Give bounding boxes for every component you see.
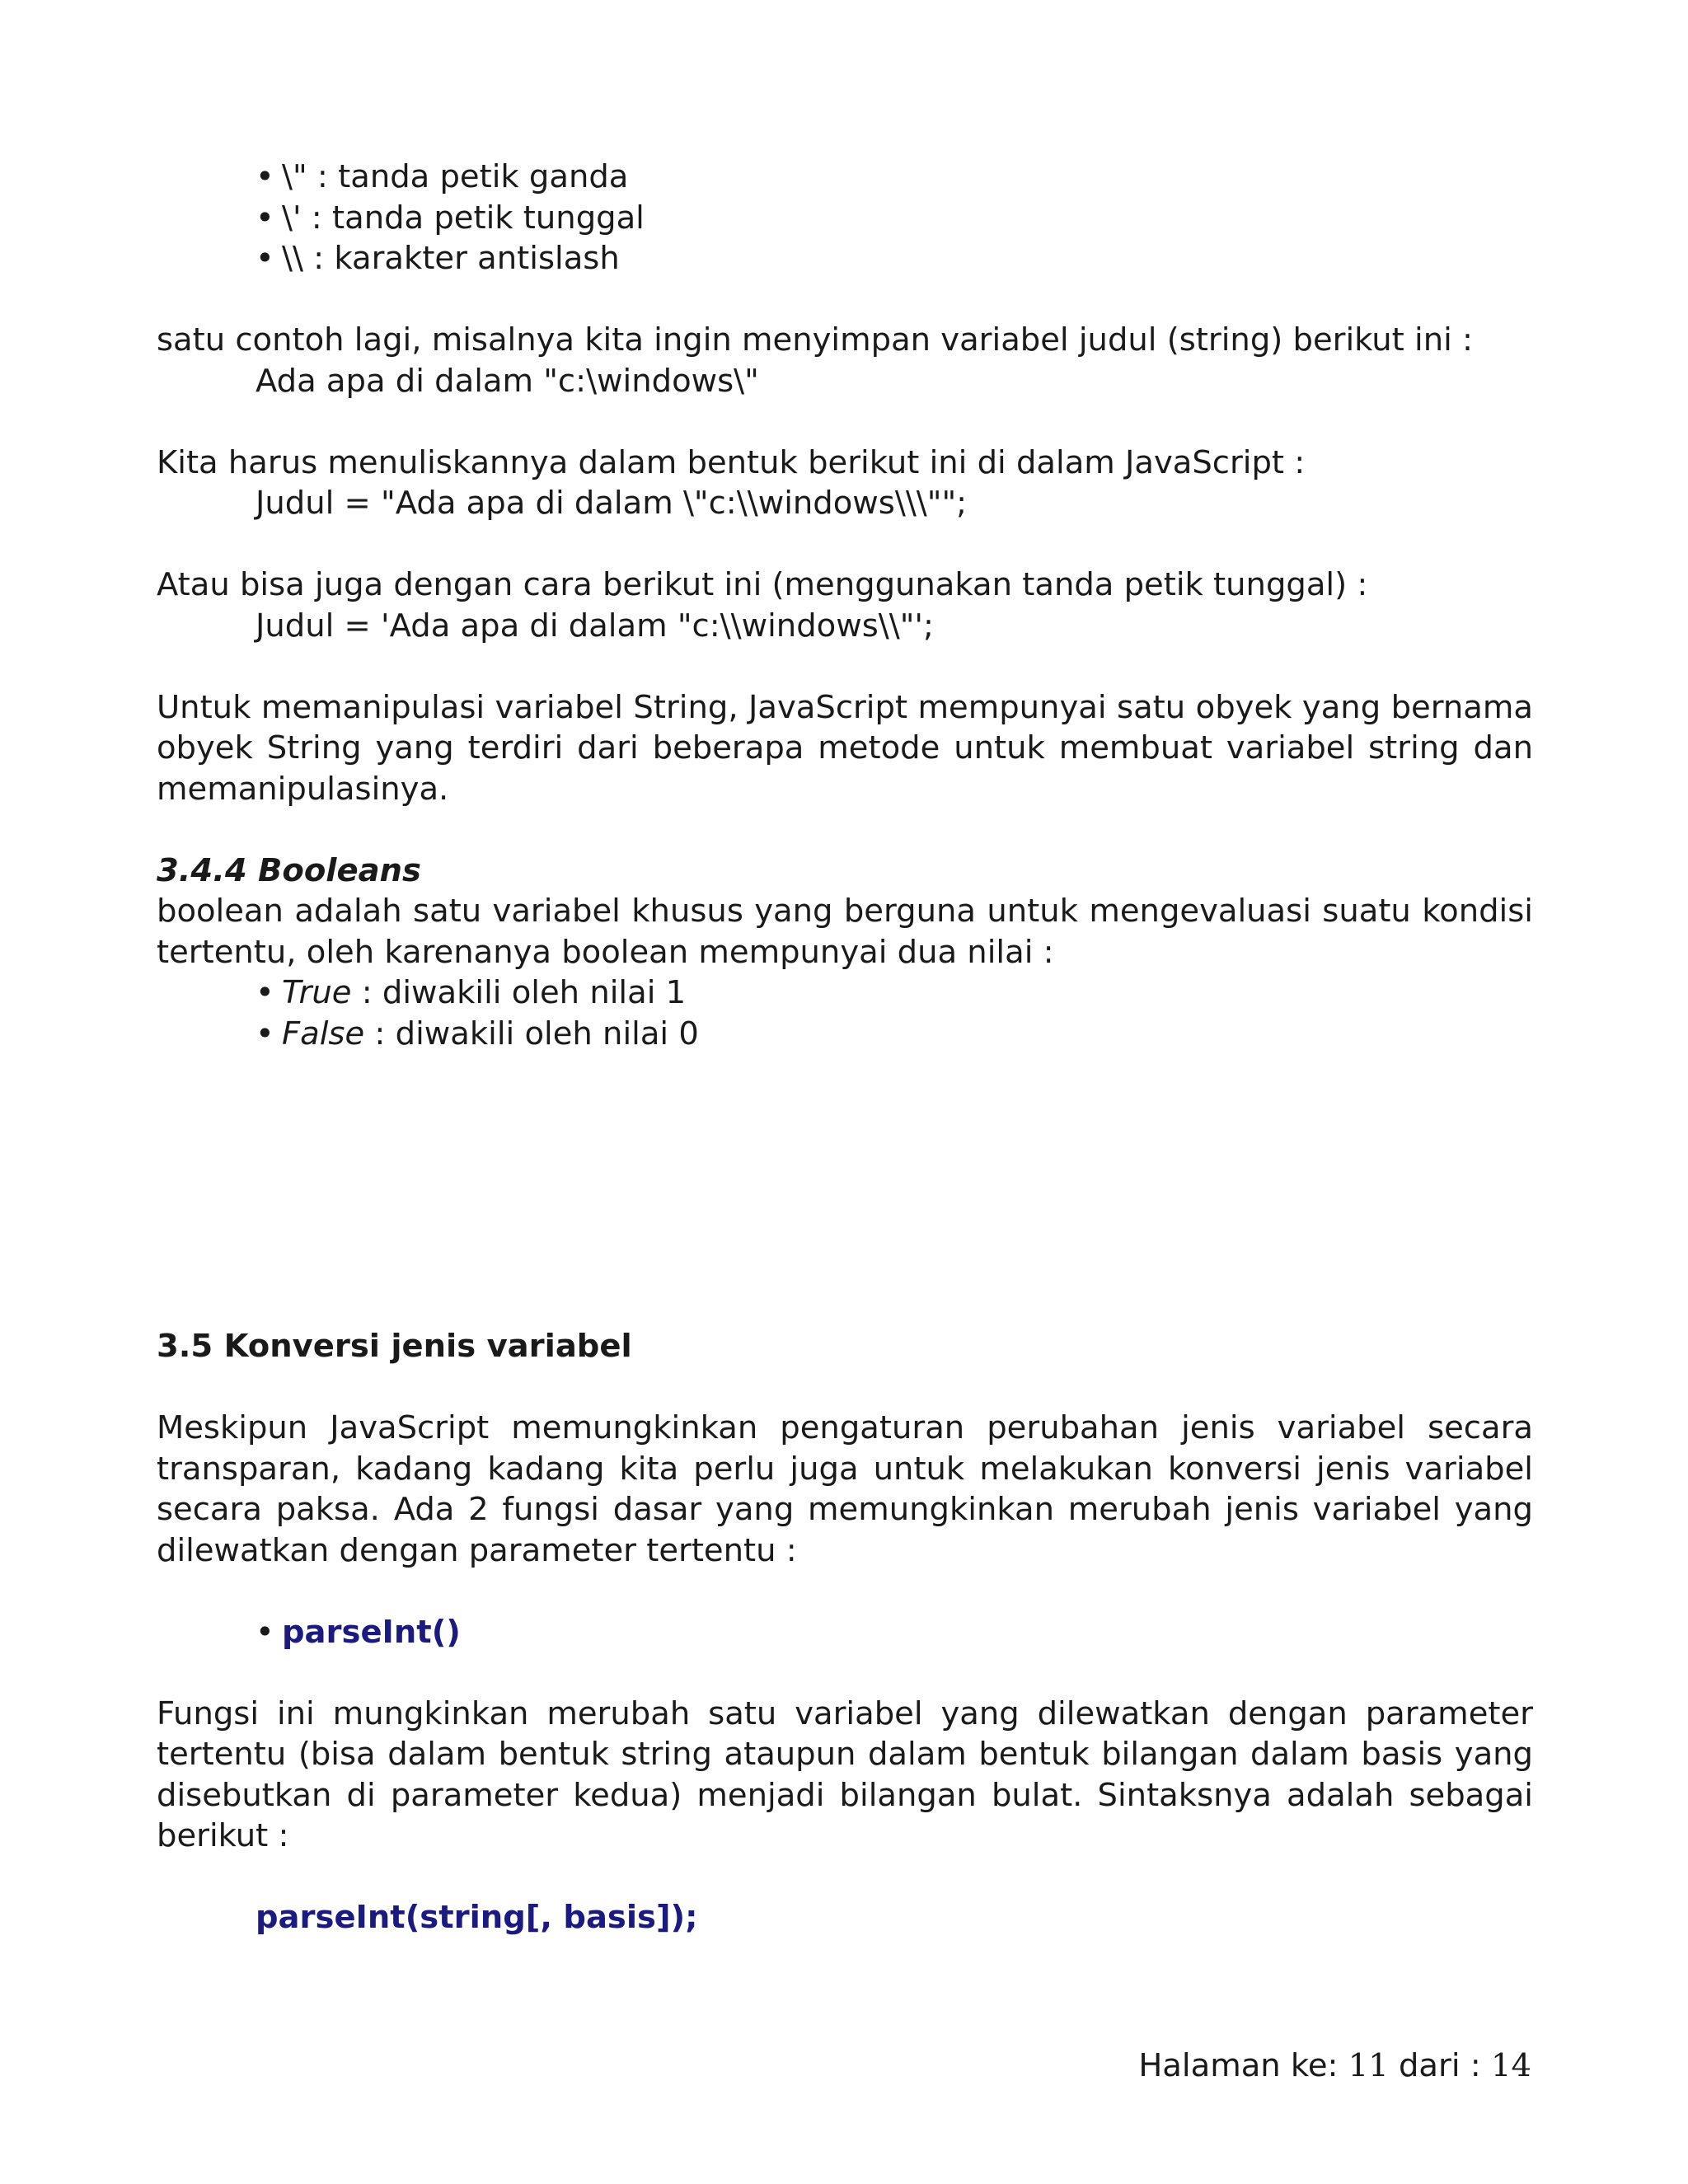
list-item	[256, 157, 1533, 198]
list-item-text: \" : tanda petik ganda	[282, 158, 629, 195]
function-paragraph: Fungsi ini mungkinkan merubah satu variabel yang dilewatkan dengan parameter tertentu (bisa dalam bentuk string ataupun dalam bentuk bilangan dalam basis yang disebutkan di parameter kedua) menjadi bilangan bulat. Sintaksnya adalah sebagai berikut :	[157, 1694, 1533, 1854]
spacer	[157, 524, 1533, 565]
total-pages: 14	[1491, 2047, 1531, 2084]
spacer	[157, 646, 1533, 687]
bullet-icon: •	[256, 1015, 274, 1052]
spacer	[157, 1571, 1533, 1612]
section-heading: 3.5 Konversi jenis variabel	[157, 1328, 632, 1365]
list-item-text: \' : tanda petik tunggal	[282, 199, 645, 237]
code-line-single-quote: Judul = 'Ada apa di dalam "c:\\windows\\"';	[256, 607, 934, 644]
function-bullet	[157, 1612, 1533, 1653]
page-footer	[1138, 2046, 1531, 2087]
document-page	[157, 157, 1533, 1938]
booleans-heading: 3.4.4 Booleans	[157, 851, 421, 889]
spacer	[157, 1054, 1533, 1326]
syntax-line: parseInt(string[, basis]);	[256, 1899, 698, 1936]
boolean-values-list	[157, 972, 1533, 1054]
page-number: 11	[1348, 2047, 1389, 2084]
boolean-term: True	[282, 974, 352, 1011]
example-intro: satu contoh lagi, misalnya kita ingin menyimpan variabel judul (string) berikut ini :	[157, 321, 1474, 359]
string-object-paragraph: Untuk memanipulasi variabel String, JavaScript mempunyai satu obyek yang bernama obyek String yang terdiri dari beberapa metode untuk membuat variabel string dan memanipulasinya.	[157, 688, 1533, 808]
spacer	[157, 1857, 1533, 1898]
example-value: Ada apa di dalam "c:\windows\"	[256, 362, 759, 400]
function-name: parseInt()	[282, 1613, 461, 1651]
bullet-icon: •	[256, 1613, 274, 1651]
footer-page-label: Halaman ke:	[1138, 2047, 1348, 2084]
spacer	[157, 401, 1533, 443]
escape-char-list	[157, 157, 1533, 279]
code-line-double-quote: Judul = "Ada apa di dalam \"c:\\windows\\\"";	[256, 485, 968, 522]
boolean-description: : diwakili oleh nilai 1	[351, 974, 687, 1011]
list-item	[256, 1014, 1533, 1055]
spacer	[157, 809, 1533, 851]
spacer	[157, 279, 1533, 321]
write-intro: Kita harus menuliskannya dalam bentuk berikut ini di dalam JavaScript :	[157, 443, 1306, 481]
footer-of-label: dari :	[1388, 2047, 1491, 2084]
bullet-icon: •	[256, 199, 274, 237]
booleans-paragraph: boolean adalah satu variabel khusus yang berguna untuk mengevaluasi suatu kondisi tertentu, oleh karenanya boolean mempunyai dua nilai :	[157, 893, 1533, 971]
spacer	[157, 1652, 1533, 1694]
bullet-icon: •	[256, 240, 274, 277]
alt-intro: Atau bisa juga dengan cara berikut ini (menggunakan tanda petik tunggal) :	[157, 566, 1368, 603]
spacer	[157, 1367, 1533, 1408]
list-item-text: \\ : karakter antislash	[282, 240, 620, 277]
bullet-icon: •	[256, 158, 274, 195]
list-item	[256, 972, 1533, 1014]
boolean-term: False	[282, 1015, 365, 1052]
conversion-paragraph: Meskipun JavaScript memungkinkan pengaturan perubahan jenis variabel secara transparan, kadang kadang kita perlu juga untuk melakukan konversi jenis variabel secara paksa. Ada 2 fungsi dasar yang memungkinkan merubah jenis variabel yang dilewatkan dengan parameter tertentu :	[157, 1409, 1533, 1569]
boolean-description: : diwakili oleh nilai 0	[364, 1015, 699, 1052]
bullet-icon: •	[256, 974, 274, 1011]
list-item	[256, 238, 1533, 279]
list-item	[256, 198, 1533, 239]
